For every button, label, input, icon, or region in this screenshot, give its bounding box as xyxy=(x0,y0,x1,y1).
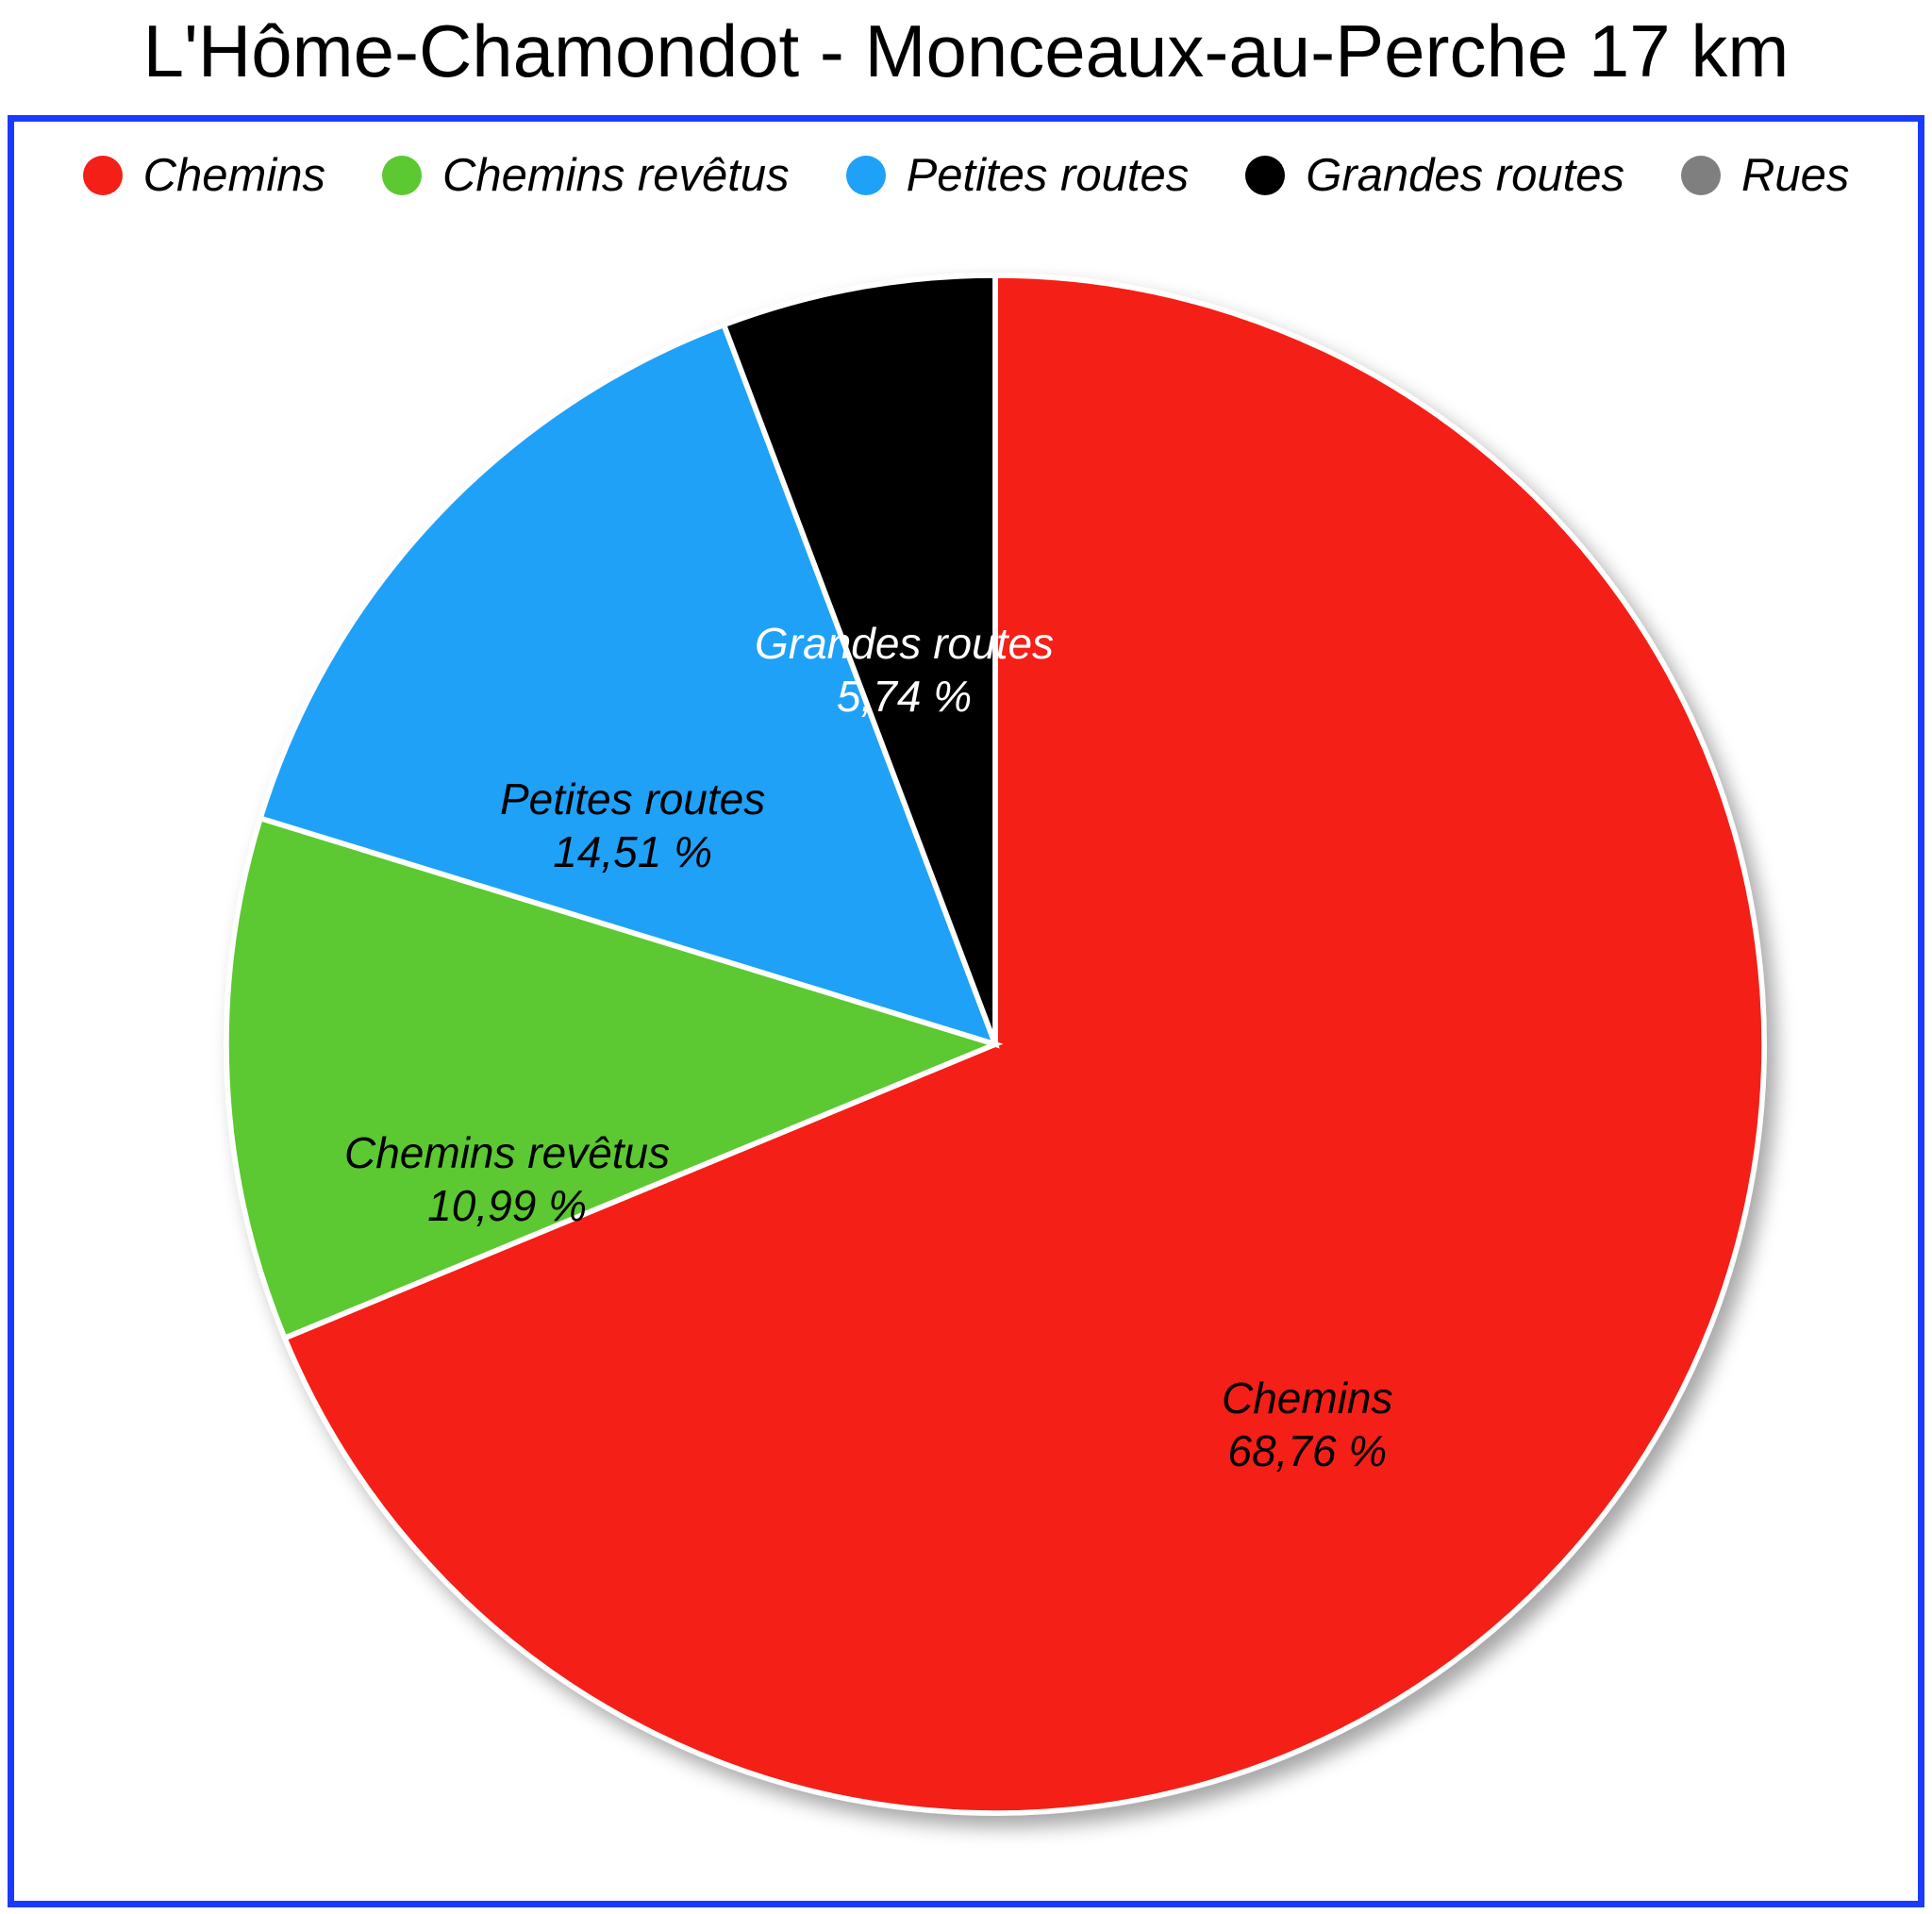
legend-swatch-icon xyxy=(1245,156,1285,195)
legend-item-chemins[interactable] xyxy=(83,149,325,202)
legend-item-label: Chemins revêtus xyxy=(441,150,790,201)
legend-swatch-icon xyxy=(382,156,422,195)
legend-item-label: Grandes routes xyxy=(1306,150,1624,201)
legend-swatch-icon xyxy=(846,156,886,195)
slice-label-value: 68,76 % xyxy=(1227,1426,1388,1476)
legend-item-petites-routes[interactable] xyxy=(846,149,1190,202)
legend xyxy=(14,133,1918,218)
legend-item-rues[interactable] xyxy=(1681,149,1849,202)
slice-label-name: Petites routes xyxy=(500,774,766,824)
legend-item-label: Chemins xyxy=(142,150,325,201)
legend-swatch-icon xyxy=(1681,156,1721,195)
legend-swatch-icon xyxy=(83,156,123,195)
page-title: L'Hôme-Chamondot - Monceaux-au-Perche 17 km xyxy=(142,9,1790,92)
slice-label-name: Grandes routes xyxy=(755,619,1055,668)
slice-label-petites-routes xyxy=(500,773,765,878)
slice-label-chemins xyxy=(1222,1372,1393,1477)
slice-label-name: Chemins xyxy=(1222,1373,1393,1423)
pie-svg xyxy=(222,271,1769,1818)
legend-item-label: Rues xyxy=(1740,150,1850,201)
legend-item-grandes-routes[interactable] xyxy=(1245,149,1624,202)
slice-label-value: 14,51 % xyxy=(553,827,713,877)
slice-label-value: 5,74 % xyxy=(836,672,973,722)
slice-label-chemins-revetus xyxy=(344,1126,670,1232)
legend-item-label: Petites routes xyxy=(906,150,1190,201)
pie-slices xyxy=(226,275,1764,1813)
slice-label-grandes-routes xyxy=(755,617,1054,723)
plot-frame xyxy=(8,115,1924,1907)
pie-graphic xyxy=(222,271,1769,1818)
slice-label-name: Chemins revêtus xyxy=(344,1128,671,1177)
slice-label-value: 10,99 % xyxy=(427,1181,587,1231)
legend-item-chemins-revetus[interactable] xyxy=(382,149,790,202)
pie-chart xyxy=(193,254,1797,1857)
